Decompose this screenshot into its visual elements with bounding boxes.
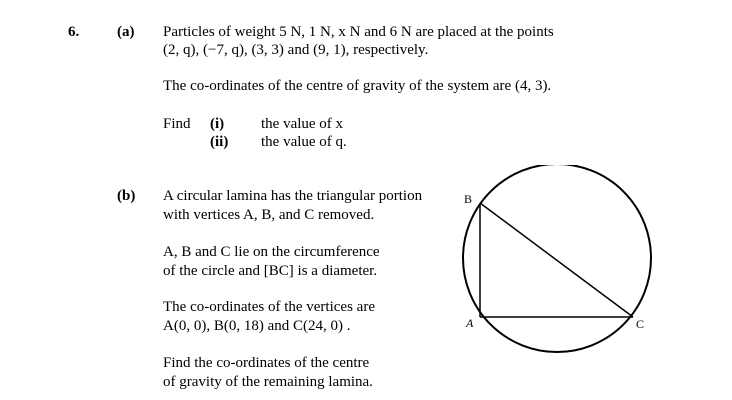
find-item-text-ii: the value of q. (261, 134, 347, 150)
circle-triangle-diagram (450, 165, 690, 390)
find-item-text-i: the value of x (261, 116, 344, 132)
circle-outline (463, 165, 651, 352)
part-a-line2: (2, q), (−7, q), (3, 3) and (9, 1), respectively. (163, 42, 429, 58)
part-a-line1: Particles of weight 5 N, 1 N, x N and 6 N are placed at the points (163, 24, 554, 40)
part-b-para1-line1: A circular lamina has the triangular portion (163, 188, 423, 204)
find-word: Find (163, 116, 191, 132)
diameter-bc (480, 203, 633, 317)
vertex-label-c: C (636, 317, 645, 331)
part-a-line3: The co-ordinates of the centre of gravity of the system are (4, 3). (163, 78, 552, 94)
question-number: 6. (68, 24, 80, 40)
part-b-para3-line1: The co-ordinates of the vertices are (163, 299, 375, 315)
find-item-label-i: (i) (210, 116, 225, 132)
part-b-label: (b) (117, 188, 136, 204)
part-b-para3-line2: A(0, 0), B(0, 18) and C(24, 0) . (163, 318, 351, 334)
find-item-label-ii: (ii) (210, 134, 229, 150)
part-a-label: (a) (117, 24, 135, 40)
part-b-para4-line2: of gravity of the remaining lamina. (163, 374, 373, 390)
part-b-para2-line1: A, B and C lie on the circumference (163, 244, 380, 260)
vertex-label-b: B (464, 192, 473, 206)
vertex-label-a: A (466, 316, 474, 330)
part-b-para1-line2: with vertices A, B, and C removed. (163, 207, 375, 223)
part-b-para4-line1: Find the co-ordinates of the centre (163, 355, 370, 371)
part-b-para2-line2: of the circle and [BC] is a diameter. (163, 263, 378, 279)
